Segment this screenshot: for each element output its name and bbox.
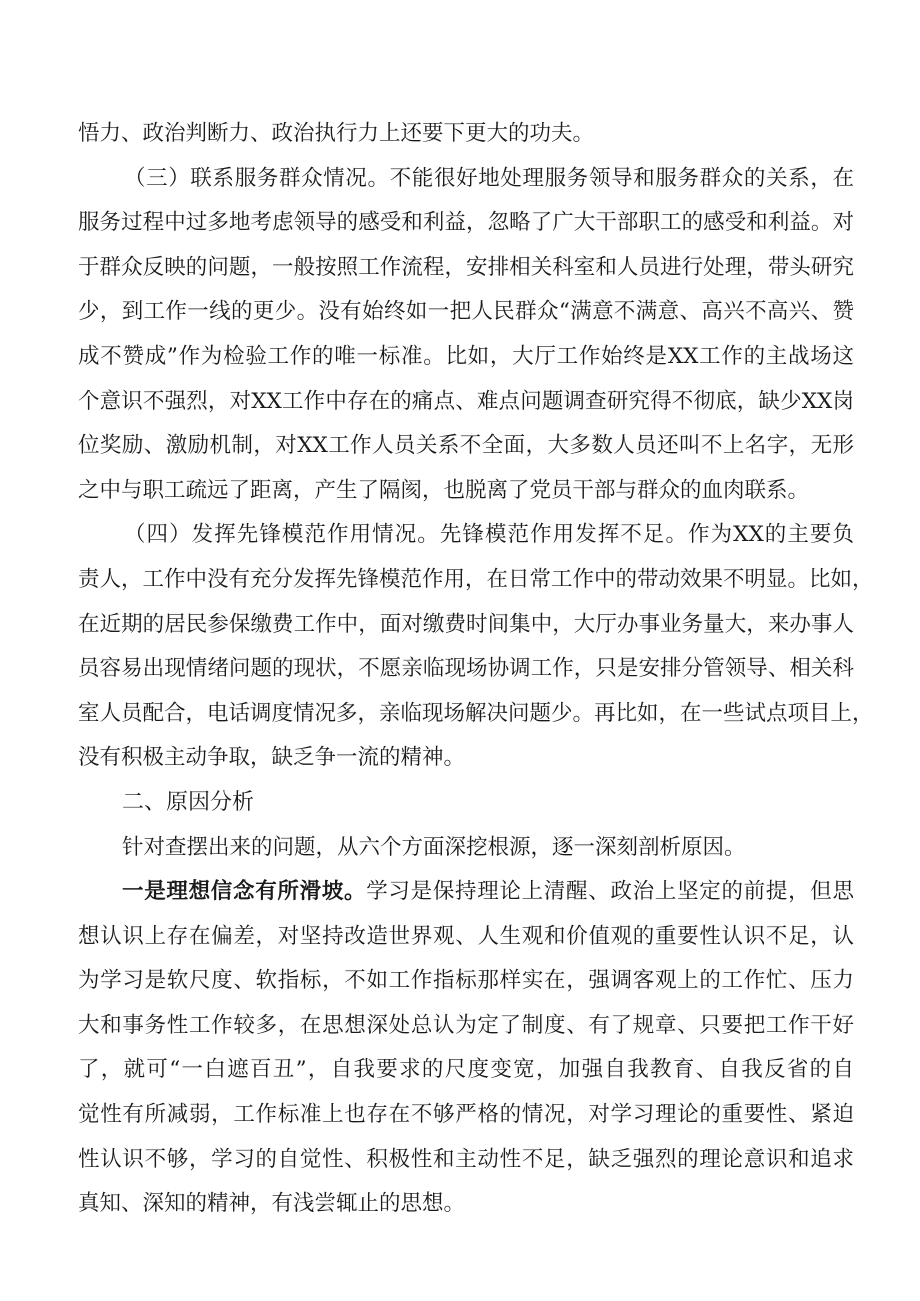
paragraph-line: 成不赞成”作为检验工作的唯一标准。比如，大厅工作始终是XX工作的主战场这 (78, 343, 854, 369)
paragraph-line: 服务过程中过多地考虑领导的感受和利益，忽略了广大干部职工的感受和利益。对 (78, 210, 854, 236)
paragraph-line: 性认识不够，学习的自觉性、积极性和主动性不足，缺乏强烈的理论意识和追求 (78, 1146, 854, 1172)
document-page (78, 112, 874, 1227)
paragraph-line: 于群众反映的问题，一般按照工作流程，安排相关科室和人员进行处理，带头研究 (78, 254, 854, 280)
paragraph-line: 为学习是软尺度、软指标，不如工作指标那样实在，强调客观上的工作忙、压力 (78, 968, 854, 994)
section-heading: 二、原因分析 (122, 789, 255, 815)
paragraph-line: 个意识不强烈，对XX工作中存在的痛点、难点问题调查研究得不彻底，缺少XX岗 (78, 388, 854, 414)
reason-first-line-text: 学习是保持理论上清醒、政治上坚定的前提，但思 (366, 879, 854, 905)
paragraph-line: （三）联系服务群众情况。不能很好地处理服务领导和服务群众的关系，在 (124, 165, 854, 191)
paragraph-line: 责人，工作中没有充分发挥先锋模范作用，在日常工作中的带动效果不明显。比如， (78, 566, 874, 592)
paragraph-line: 员容易出现情绪问题的现状，不愿亲临现场协调工作，只是安排分管领导、相关科 (78, 656, 854, 682)
reason-lead: 一是理想信念有所滑坡。 (122, 879, 367, 905)
paragraph-line: 在近期的居民参保缴费工作中，面对缴费时间集中，大厅办事业务量大，来办事人 (78, 611, 854, 637)
paragraph-line: 少，到工作一线的更少。没有始终如一把人民群众“满意不满意、高兴不高兴、赞 (78, 299, 854, 325)
reason-first-line (78, 870, 854, 915)
section-intro: 针对查摆出来的问题，从六个方面深挖根源，逐一深刻剖析原因。 (122, 834, 746, 860)
paragraph-line: （四）发挥先锋模范作用情况。先锋模范作用发挥不足。作为XX的主要负 (124, 522, 854, 548)
paragraph-line: 悟力、政治判断力、政治执行力上还要下更大的功夫。 (78, 121, 595, 146)
paragraph-line: 没有积极主动争取，缺乏争一流的精神。 (78, 745, 466, 771)
paragraph-line: 想认识上存在偏差，对坚持改造世界观、人生观和价值观的重要性认识不足，认 (78, 923, 854, 949)
paragraph-line: 了，就可“一白遮百丑”，自我要求的尺度变宽，加强自我教育、自我反省的自 (78, 1057, 854, 1083)
paragraph-line: 大和事务性工作较多，在思想深处总认为定了制度、有了规章、只要把工作干好 (78, 1012, 854, 1038)
paragraph-line: 之中与职工疏远了距离，产生了隔阂，也脱离了党员干部与群众的血肉联系。 (78, 477, 810, 503)
paragraph-line: 真知、深知的精神，有浅尝辄止的思想。 (78, 1191, 466, 1217)
paragraph-line: 室人员配合，电话调度情况多，亲临现场解决问题少。再比如，在一些试点项目上， (78, 700, 874, 726)
paragraph-line: 觉性有所减弱，工作标准上也存在不够严格的情况，对学习理论的重要性、紧迫 (78, 1102, 854, 1128)
paragraph-line: 位奖励、激励机制，对XX工作人员关系不全面，大多数人员还叫不上名字，无形 (78, 433, 854, 459)
